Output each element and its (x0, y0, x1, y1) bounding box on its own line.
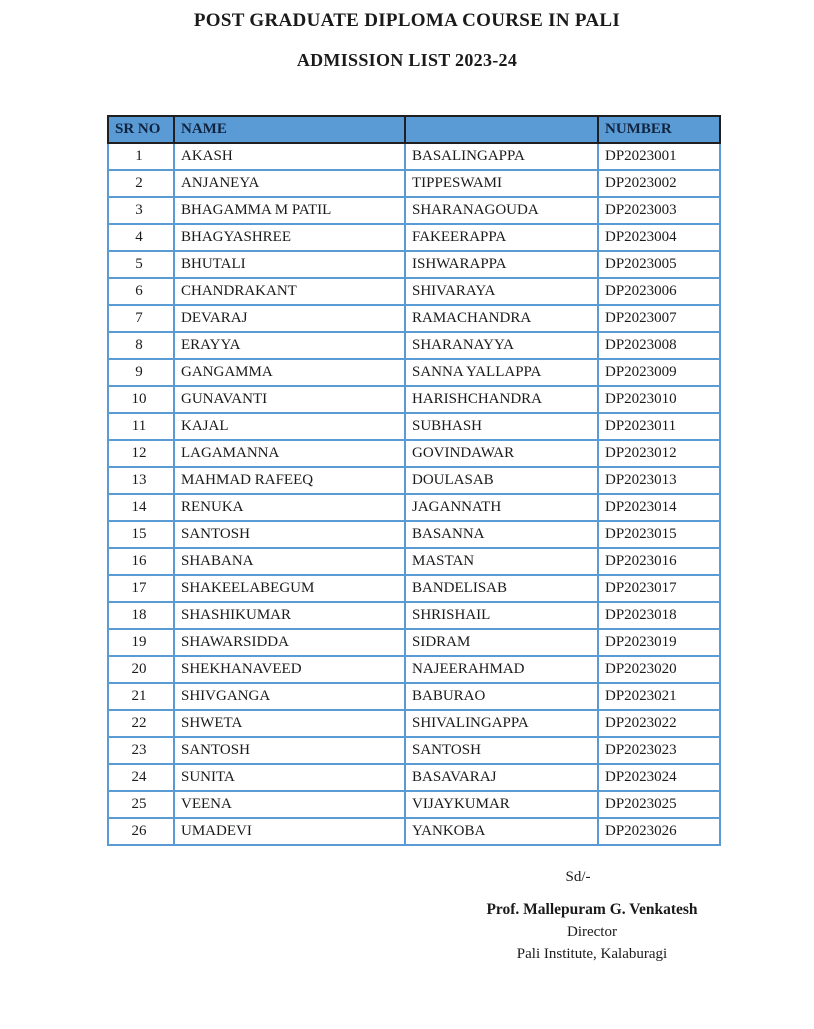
number-cell: DP2023008 (598, 332, 720, 359)
table-row (108, 413, 720, 440)
first-name-cell: VEENA (174, 791, 405, 818)
first-name-cell: SHIVGANGA (174, 683, 405, 710)
number-cell: DP2023007 (598, 305, 720, 332)
table-row (108, 467, 720, 494)
sr-no-cell: 21 (108, 683, 174, 710)
second-name-cell: BASANNA (405, 521, 598, 548)
table-row (108, 332, 720, 359)
number-cell: DP2023013 (598, 467, 720, 494)
header-number: NUMBER (598, 116, 720, 143)
first-name-cell: CHANDRAKANT (174, 278, 405, 305)
second-name-cell: NAJEERAHMAD (405, 656, 598, 683)
second-name-cell: RAMACHANDRA (405, 305, 598, 332)
first-name-cell: LAGAMANNA (174, 440, 405, 467)
header-blank (405, 116, 598, 143)
first-name-cell: GANGAMMA (174, 359, 405, 386)
second-name-cell: SUBHASH (405, 413, 598, 440)
page-subtitle: ADMISSION LIST 2023-24 (296, 50, 518, 70)
sr-no-cell: 16 (108, 548, 174, 575)
first-name-cell: BHAGYASHREE (174, 224, 405, 251)
sr-no-cell: 8 (108, 332, 174, 359)
signatory-role: Director (567, 924, 617, 940)
first-name-cell: SHWETA (174, 710, 405, 737)
second-name-cell: GOVINDAWAR (405, 440, 598, 467)
sr-no-cell: 19 (108, 629, 174, 656)
sr-no-cell: 14 (108, 494, 174, 521)
sr-no-cell: 3 (108, 197, 174, 224)
first-name-cell: SHABANA (174, 548, 405, 575)
sr-no-cell: 11 (108, 413, 174, 440)
sr-no-cell: 1 (108, 143, 174, 170)
admission-table-body (108, 143, 720, 845)
first-name-cell: UMADEVI (174, 818, 405, 845)
sr-no-cell: 13 (108, 467, 174, 494)
table-row (108, 440, 720, 467)
number-cell: DP2023004 (598, 224, 720, 251)
number-cell: DP2023022 (598, 710, 720, 737)
sr-no-cell: 4 (108, 224, 174, 251)
second-name-cell: HARISHCHANDRA (405, 386, 598, 413)
table-row (108, 818, 720, 845)
table-row (108, 278, 720, 305)
second-name-cell: FAKEERAPPA (405, 224, 598, 251)
first-name-cell: AKASH (174, 143, 405, 170)
table-row (108, 359, 720, 386)
first-name-cell: KAJAL (174, 413, 405, 440)
second-name-cell: SHARANAGOUDA (405, 197, 598, 224)
sr-no-cell: 17 (108, 575, 174, 602)
number-cell: DP2023009 (598, 359, 720, 386)
page-title: POST GRADUATE DIPLOMA COURSE IN PALI (193, 10, 621, 31)
sr-no-cell: 7 (108, 305, 174, 332)
first-name-cell: SUNITA (174, 764, 405, 791)
table-row (108, 656, 720, 683)
sr-no-cell: 26 (108, 818, 174, 845)
sr-no-cell: 20 (108, 656, 174, 683)
header-name: NAME (174, 116, 405, 143)
signed-label: Sd/- (565, 869, 591, 885)
second-name-cell: BANDELISAB (405, 575, 598, 602)
number-cell: DP2023023 (598, 737, 720, 764)
table-row (108, 791, 720, 818)
sr-no-cell: 10 (108, 386, 174, 413)
number-cell: DP2023006 (598, 278, 720, 305)
first-name-cell: RENUKA (174, 494, 405, 521)
number-cell: DP2023014 (598, 494, 720, 521)
admission-table (107, 115, 721, 846)
first-name-cell: SHAWARSIDDA (174, 629, 405, 656)
first-name-cell: BHUTALI (174, 251, 405, 278)
table-row (108, 710, 720, 737)
second-name-cell: BASALINGAPPA (405, 143, 598, 170)
sr-no-cell: 15 (108, 521, 174, 548)
number-cell: DP2023017 (598, 575, 720, 602)
first-name-cell: ANJANEYA (174, 170, 405, 197)
number-cell: DP2023002 (598, 170, 720, 197)
table-row (108, 629, 720, 656)
table-row (108, 386, 720, 413)
table-row (108, 494, 720, 521)
second-name-cell: SHRISHAIL (405, 602, 598, 629)
sr-no-cell: 9 (108, 359, 174, 386)
sr-no-cell: 2 (108, 170, 174, 197)
sr-no-cell: 24 (108, 764, 174, 791)
number-cell: DP2023001 (598, 143, 720, 170)
number-cell: DP2023021 (598, 683, 720, 710)
number-cell: DP2023010 (598, 386, 720, 413)
second-name-cell: VIJAYKUMAR (405, 791, 598, 818)
header-sr-no: SR NO (108, 116, 174, 143)
table-row (108, 251, 720, 278)
first-name-cell: SANTOSH (174, 521, 405, 548)
number-cell: DP2023005 (598, 251, 720, 278)
sr-no-cell: 12 (108, 440, 174, 467)
table-row (108, 521, 720, 548)
second-name-cell: JAGANNATH (405, 494, 598, 521)
number-cell: DP2023012 (598, 440, 720, 467)
second-name-cell: SANNA YALLAPPA (405, 359, 598, 386)
second-name-cell: SANTOSH (405, 737, 598, 764)
table-row (108, 143, 720, 170)
second-name-cell: TIPPESWAMI (405, 170, 598, 197)
header-row (108, 116, 720, 143)
first-name-cell: SHAKEELABEGUM (174, 575, 405, 602)
signatory-name: Prof. Mallepuram G. Venkatesh (486, 901, 698, 918)
table-row (108, 548, 720, 575)
table-row (108, 224, 720, 251)
number-cell: DP2023020 (598, 656, 720, 683)
number-cell: DP2023019 (598, 629, 720, 656)
second-name-cell: SHIVALINGAPPA (405, 710, 598, 737)
number-cell: DP2023025 (598, 791, 720, 818)
first-name-cell: SANTOSH (174, 737, 405, 764)
number-cell: DP2023024 (598, 764, 720, 791)
first-name-cell: SHASHIKUMAR (174, 602, 405, 629)
second-name-cell: SHARANAYYA (405, 332, 598, 359)
first-name-cell: GUNAVANTI (174, 386, 405, 413)
sr-no-cell: 5 (108, 251, 174, 278)
second-name-cell: YANKOBA (405, 818, 598, 845)
table-row (108, 197, 720, 224)
admission-table-header (108, 116, 720, 143)
second-name-cell: SIDRAM (405, 629, 598, 656)
sr-no-cell: 23 (108, 737, 174, 764)
number-cell: DP2023018 (598, 602, 720, 629)
sr-no-cell: 18 (108, 602, 174, 629)
first-name-cell: BHAGAMMA M PATIL (174, 197, 405, 224)
number-cell: DP2023026 (598, 818, 720, 845)
first-name-cell: ERAYYA (174, 332, 405, 359)
number-cell: DP2023015 (598, 521, 720, 548)
table-row (108, 575, 720, 602)
table-row (108, 170, 720, 197)
number-cell: DP2023003 (598, 197, 720, 224)
sr-no-cell: 6 (108, 278, 174, 305)
second-name-cell: ISHWARAPPA (405, 251, 598, 278)
table-row (108, 683, 720, 710)
first-name-cell: MAHMAD RAFEEQ (174, 467, 405, 494)
second-name-cell: DOULASAB (405, 467, 598, 494)
second-name-cell: BASAVARAJ (405, 764, 598, 791)
first-name-cell: SHEKHANAVEED (174, 656, 405, 683)
sr-no-cell: 25 (108, 791, 174, 818)
second-name-cell: BABURAO (405, 683, 598, 710)
table-row (108, 602, 720, 629)
sr-no-cell: 22 (108, 710, 174, 737)
signatory-institute: Pali Institute, Kalaburagi (516, 946, 668, 962)
table-row (108, 737, 720, 764)
number-cell: DP2023011 (598, 413, 720, 440)
first-name-cell: DEVARAJ (174, 305, 405, 332)
table-row (108, 305, 720, 332)
second-name-cell: SHIVARAYA (405, 278, 598, 305)
second-name-cell: MASTAN (405, 548, 598, 575)
signature-block (370, 869, 814, 965)
number-cell: DP2023016 (598, 548, 720, 575)
table-row (108, 764, 720, 791)
